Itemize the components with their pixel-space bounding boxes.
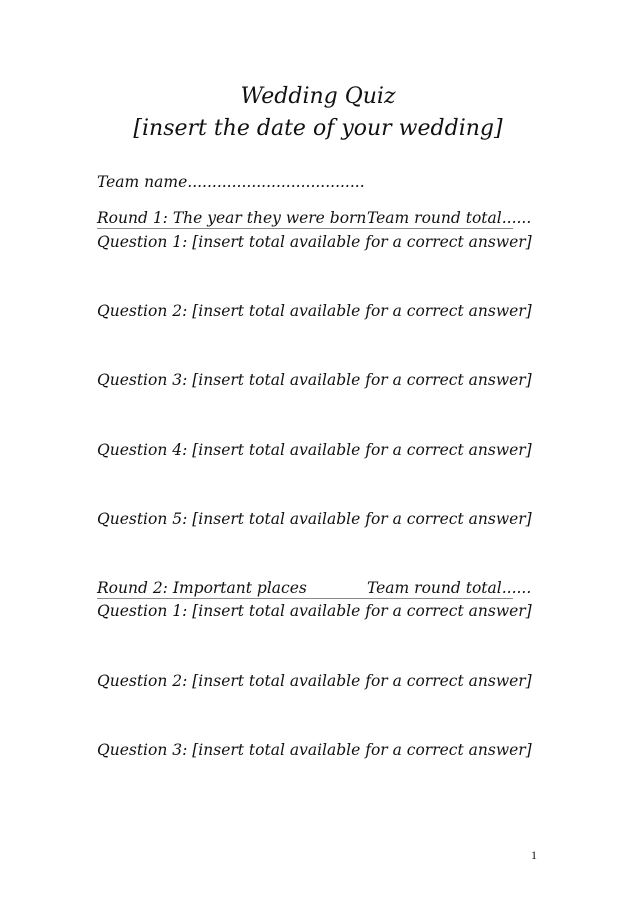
round-1-total-label: Team round total......: [367, 209, 532, 227]
round-2-header: [97, 578, 532, 599]
page-title: Wedding Quiz: [240, 84, 396, 109]
round-1-header: [97, 208, 532, 229]
round-1-question-4: Question 4: [insert total available for a correct answer]: [97, 441, 532, 459]
page-subtitle: [insert the date of your wedding]: [133, 116, 503, 141]
round-2-question-1: Question 1: [insert total available for a correct answer]: [97, 602, 532, 620]
round-1-question-3: Question 3: [insert total available for a correct answer]: [97, 371, 532, 389]
round-1-question-1: Question 1: [insert total available for a correct answer]: [97, 233, 532, 251]
page-number: 1: [531, 848, 537, 862]
round-1-title: Round 1: The year they were born: [97, 209, 367, 227]
round-2-question-3: Question 3: [insert total available for a correct answer]: [97, 741, 532, 759]
team-name-field: Team name....................................: [97, 173, 365, 191]
round-1-question-2: Question 2: [insert total available for a correct answer]: [97, 302, 532, 320]
round-1-question-5: Question 5: [insert total available for a correct answer]: [97, 510, 532, 528]
round-2-total-label: Team round total......: [367, 579, 532, 597]
round-2-question-2: Question 2: [insert total available for a correct answer]: [97, 672, 532, 690]
round-2-title: Round 2: Important places: [97, 579, 307, 597]
